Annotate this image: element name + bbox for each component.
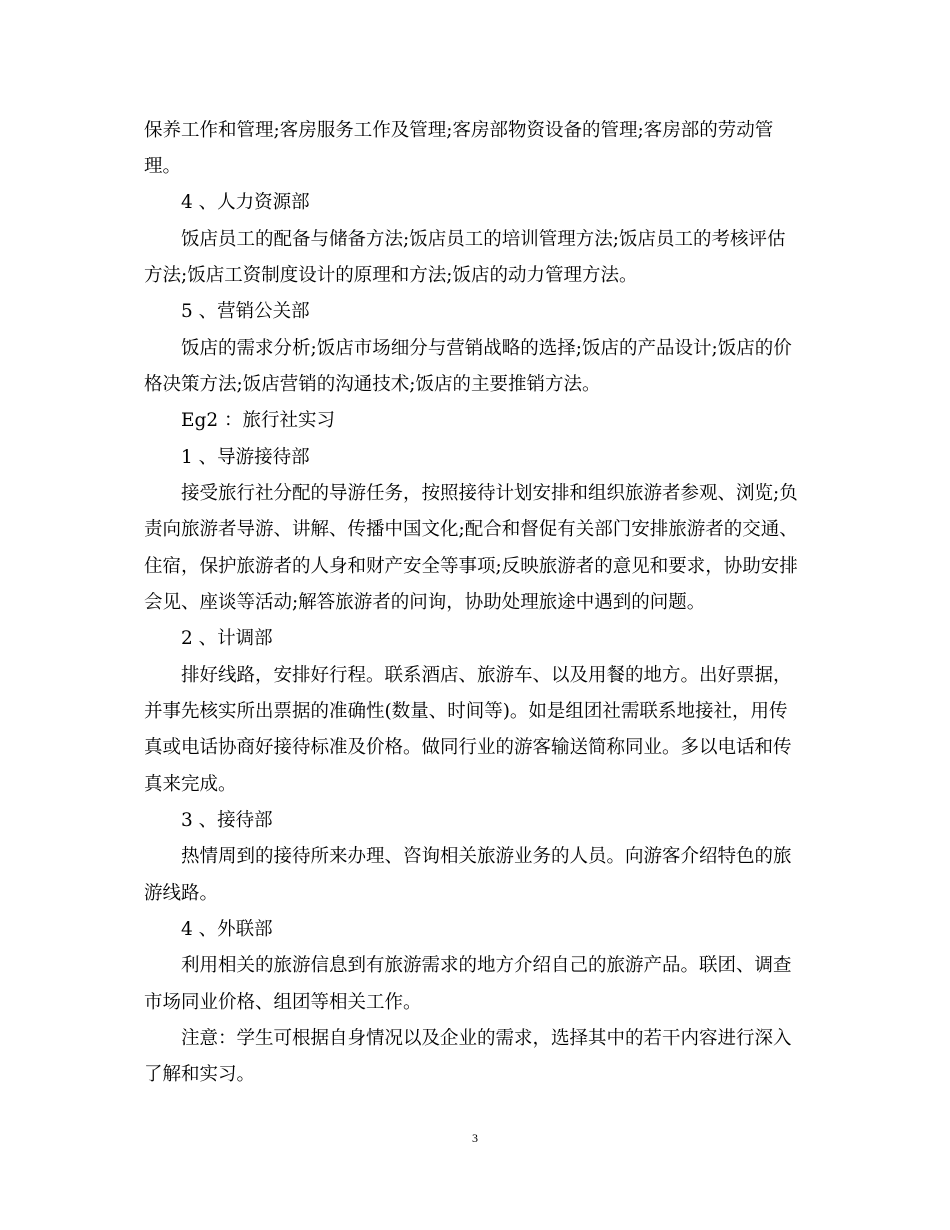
text-line: 饭店的需求分析;饭店市场细分与营销战略的选择;饭店的产品设计;饭店的价: [181, 338, 792, 359]
section-heading: 2 、计调部: [181, 628, 273, 649]
text-line: 注意：学生可根据自身情况以及企业的需求，选择其中的若干内容进行深入: [181, 1028, 792, 1049]
text-line: 了解和实习。: [144, 1064, 256, 1085]
text-line: 市场同业价格、组团等相关工作。: [144, 992, 422, 1013]
text-line: 理。: [144, 156, 182, 177]
text-line: 排好线路，安排好行程。联系酒店、旅游车、以及用餐的地方。出好票据，: [181, 665, 792, 686]
page-number: 3: [472, 1131, 478, 1145]
section-heading: 4 、人力资源部: [181, 192, 310, 213]
section-heading: 3 、接待部: [181, 810, 273, 831]
section-heading: 4 、外联部: [181, 919, 273, 940]
text-line: 保养工作和管理;客房服务工作及管理;客房部物资设备的管理;客房部的劳动管: [144, 120, 774, 141]
text-line: 住宿，保护旅游者的人身和财产安全等事项;反映旅游者的意见和要求，协助安排: [144, 556, 798, 577]
text-line: 格决策方法;饭店营销的沟通技术;饭店的主要推销方法。: [144, 374, 601, 395]
section-heading: 5 、营销公关部: [181, 301, 310, 322]
text-line: 责向旅游者导游、讲解、传播中国文化;配合和督促有关部门安排旅游者的交通、: [144, 519, 798, 540]
text-line: 并事先核实所出票据的准确性(数量、时间等)。如是组团社需联系地接社，用传: [144, 701, 788, 722]
text-line: 热情周到的接待所来办理、咨询相关旅游业务的人员。向游客介绍特色的旅: [181, 846, 792, 867]
text-line: 饭店员工的配备与储备方法;饭店员工的培训管理方法;饭店员工的考核评估: [181, 229, 786, 250]
text-line: 接受旅行社分配的导游任务，按照接待计划安排和组织旅游者参观、浏览;负: [181, 483, 798, 504]
section-heading: Eg2 ：旅行社实习: [181, 410, 335, 431]
text-line: 真来完成。: [144, 774, 237, 795]
text-line: 利用相关的旅游信息到有旅游需求的地方介绍自己的旅游产品。联团、调查: [181, 955, 792, 976]
text-line: 会见、座谈等活动;解答旅游者的问询，协助处理旅途中遇到的问题。: [144, 592, 706, 613]
text-line: 真或电话协商好接待标准及价格。做同行业的游客输送简称同业。多以电话和传: [144, 737, 792, 758]
text-line: 方法;饭店工资制度设计的原理和方法;饭店的动力管理方法。: [144, 265, 638, 286]
section-heading: 1 、导游接待部: [181, 447, 310, 468]
text-line: 游线路。: [144, 883, 219, 904]
